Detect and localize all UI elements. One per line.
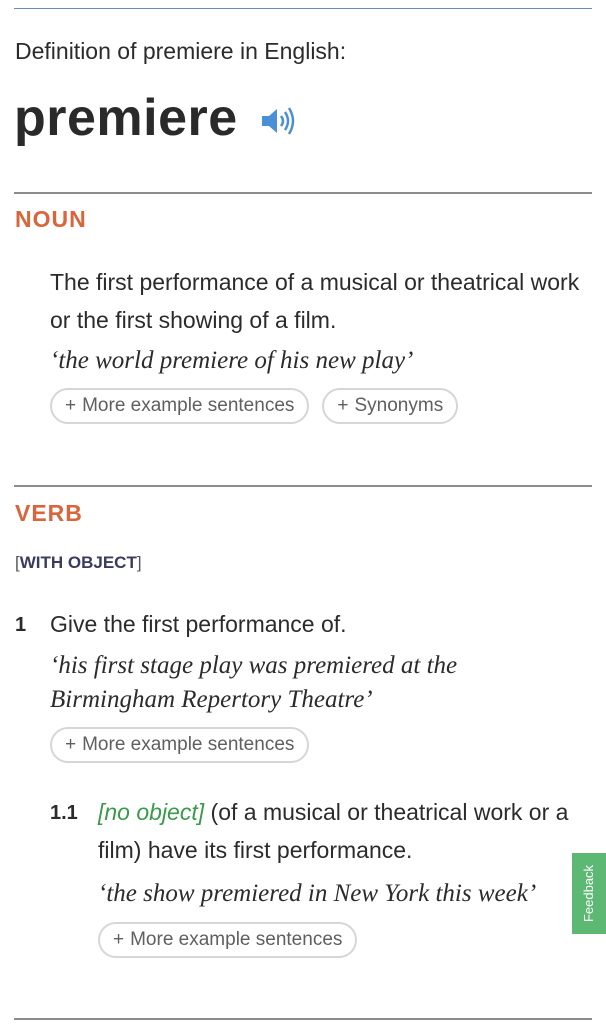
section-divider — [14, 485, 592, 487]
section-divider — [14, 1018, 592, 1020]
verb-sense1-definition: Give the first performance of. — [50, 611, 347, 637]
verb-sense1-actions — [50, 727, 309, 763]
more-examples-label: More example sentences — [82, 395, 295, 416]
section-divider — [14, 192, 592, 194]
bracket-close: ] — [136, 553, 142, 572]
synonyms-label: Synonyms — [354, 395, 444, 416]
subsense-definition-text: (of a musical or theatrical work or a film) have its first performance. — [98, 799, 569, 863]
grammar-label-no-object: [no object] — [98, 799, 205, 825]
speaker-icon[interactable] — [260, 105, 296, 137]
subsense-number: 1.1 — [50, 802, 78, 824]
more-examples-label: More example sentences — [130, 929, 343, 950]
verb-sense1-example: ‘his first stage play was premiered at the Birmingham Repertory Theatre’ — [50, 652, 458, 713]
bracket-open: [ — [15, 553, 20, 572]
more-examples-label: More example sentences — [82, 734, 295, 755]
headword-row — [14, 88, 296, 148]
more-examples-button[interactable] — [98, 922, 357, 958]
plus-icon: + — [113, 929, 125, 950]
synonyms-button[interactable] — [322, 388, 458, 424]
verb-sense1-1-actions — [98, 922, 357, 958]
verb-sense1-1-example: ‘the show premiered in New York this week’ — [98, 880, 537, 907]
top-divider — [14, 8, 592, 9]
plus-icon: + — [337, 395, 349, 416]
feedback-label: Feedback — [581, 864, 597, 923]
sense-number: 1 — [15, 614, 27, 636]
headword: premiere — [14, 89, 238, 147]
noun-definition: The first performance of a musical or theatrical work or the first showing of a film. — [50, 269, 580, 333]
plus-icon: + — [65, 734, 77, 755]
verb-sense1-1-definition — [98, 793, 584, 869]
pos-label-noun: NOUN — [15, 206, 87, 232]
more-examples-button[interactable] — [50, 727, 309, 763]
noun-example: ‘the world premiere of his new play’ — [50, 347, 414, 374]
feedback-tab[interactable] — [572, 853, 606, 934]
more-examples-button[interactable] — [50, 388, 309, 424]
definition-heading: Definition of premiere in English: — [15, 38, 347, 64]
grammar-text: WITH OBJECT — [19, 553, 137, 572]
noun-actions — [50, 388, 458, 424]
pos-label-verb: VERB — [15, 500, 83, 526]
plus-icon: + — [65, 395, 77, 416]
grammar-label — [15, 553, 142, 573]
